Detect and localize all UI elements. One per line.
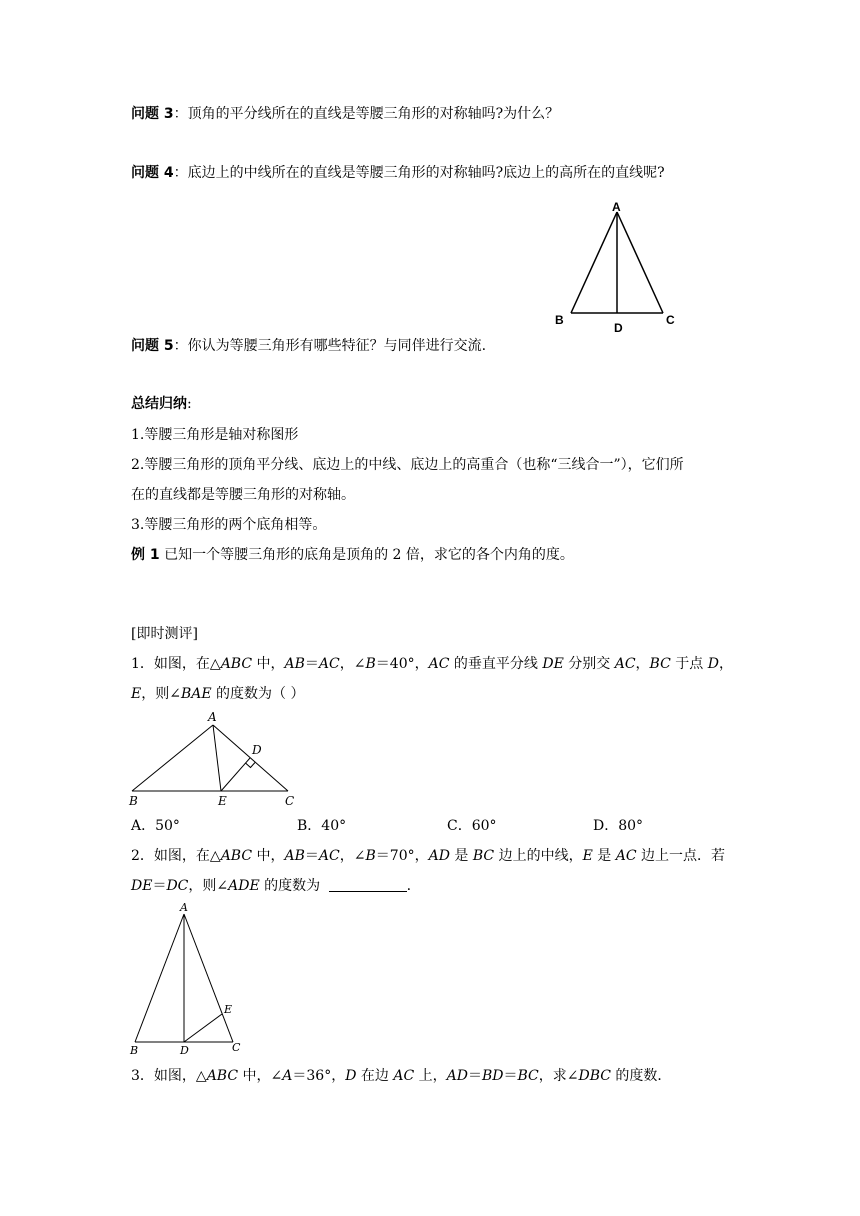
question-5-text: ：你认为等腰三角形有哪些特征？与同伴进行交流.	[173, 338, 487, 354]
vertex-label-b: B	[555, 313, 564, 327]
p1-label-e: E	[218, 794, 227, 808]
question-3-label: 问题 3	[131, 106, 174, 122]
vertex-label-a: A	[612, 200, 621, 214]
vertex-label-d: D	[614, 321, 623, 335]
p1-label-a: A	[208, 710, 217, 724]
problem-2-figure	[127, 900, 257, 1060]
problem-2-line-2: DE＝DC，则∠ADE 的度数为 .	[131, 878, 412, 894]
option-d[interactable]: D．80°	[593, 818, 644, 834]
p1-label-d: D	[252, 743, 262, 757]
summary-title-text: 总结归纳	[131, 396, 187, 412]
summary-item-3: 3.等腰三角形的两个底角相等。	[131, 517, 327, 533]
p2-label-a: A	[180, 901, 188, 914]
question-4	[131, 163, 665, 183]
problem-1-figure	[127, 708, 307, 808]
question-3	[131, 104, 559, 124]
question-3-text: ：顶角的平分线所在的直线是等腰三角形的对称轴吗?为什么？	[173, 106, 560, 122]
option-b[interactable]: B．40°	[297, 818, 347, 834]
summary-item-2-cont: 在的直线都是等腰三角形的对称轴。	[131, 487, 355, 503]
question-5	[131, 336, 486, 356]
p1-label-b: B	[129, 794, 138, 808]
question-5-label: 问题 5	[131, 338, 174, 354]
option-a[interactable]: A．50°	[131, 818, 180, 834]
p2-label-d: D	[180, 1044, 189, 1057]
example-1-text: 已知一个等腰三角形的底角是顶角的 2 倍，求它的各个内角的度。	[159, 547, 574, 563]
problem-2-line-1: 2．如图，在△ABC 中，AB＝AC，∠B＝70°，AD 是 BC 边上的中线，E 是 AC 边上一点．若	[131, 848, 725, 864]
problem-1-line-2: E，则∠BAE 的度数为（ ）	[131, 686, 305, 702]
p2-label-e: E	[224, 1003, 233, 1016]
problem-3-line-1: 3．如图，△ABC 中，∠A＝36°，D 在边 AC 上，AD＝BD＝BC，求∠DBC 的度数．	[131, 1068, 672, 1084]
summary-item-1: 1.等腰三角形是轴对称图形	[131, 427, 299, 443]
p1-label-c: C	[285, 794, 295, 808]
option-c[interactable]: C．60°	[447, 818, 497, 834]
summary-title	[131, 394, 192, 414]
isosceles-triangle-figure	[553, 200, 693, 335]
summary-title-colon: :	[187, 396, 192, 412]
answer-blank[interactable]	[329, 877, 407, 892]
example-1-label: 例 1	[131, 547, 160, 563]
p2-label-c: C	[232, 1041, 241, 1054]
vertex-label-c: C	[666, 313, 675, 327]
quiz-title: [即时测评]	[131, 626, 198, 642]
summary-item-2: 2.等腰三角形的顶角平分线、底边上的中线、底边上的高重合（也称“三线合一”），它们所	[131, 457, 684, 473]
problem-1-line-1: 1．如图，在△ABC 中，AB＝AC，∠B＝40°，AC 的垂直平分线 DE 分别交 AC，BC 于点 D，	[131, 656, 733, 672]
question-4-text: ：底边上的中线所在的直线是等腰三角形的对称轴吗?底边上的高所在的直线呢?	[173, 165, 665, 181]
question-4-label: 问题 4	[131, 165, 174, 181]
p2-label-b: B	[130, 1044, 139, 1057]
example-1	[131, 545, 574, 565]
